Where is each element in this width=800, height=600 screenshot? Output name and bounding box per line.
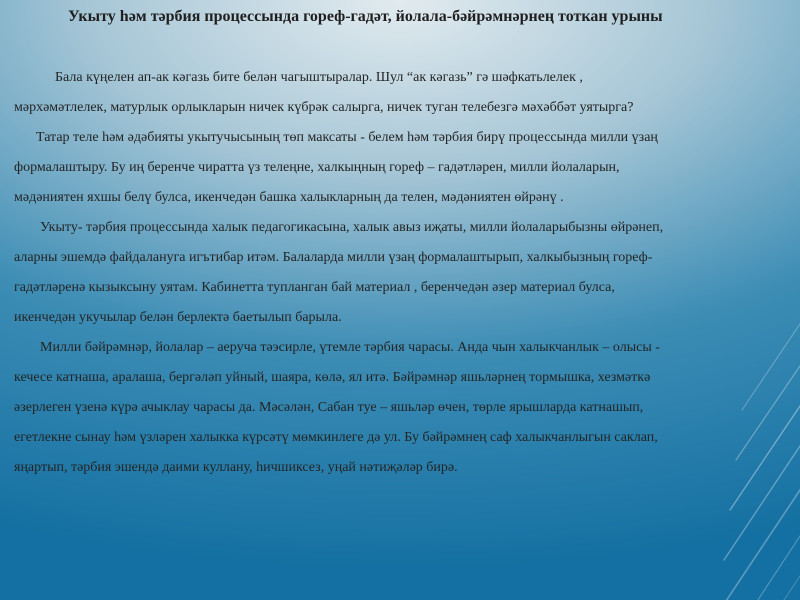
slide-title: Укыту һәм тәрбия процессында гореф-гадәт, йолала-бәйрәмнәрнең тоткан урыны [68, 8, 663, 25]
text-line: аларны эшемдә файдалануга игътибар итәм. Балаларда милли үзаң формалаштырып, халкыбызның гореф- [14, 250, 653, 265]
text-line: гадәтләренә кызыксыну уятам. Кабинетта тупланган бай материал , беренчедән әзер материал булса, [14, 280, 615, 295]
paragraph-2 [14, 123, 788, 213]
paragraph-4 [14, 333, 788, 483]
text-line: кечесе катнаша, аралаша, бергәләп уйный, шаяра, көлә, ял итә. Бәйрәмнәр яшьләрнең тормышка, хезмәткә [14, 370, 651, 385]
paragraph-3 [14, 213, 788, 333]
slide-body [14, 63, 788, 483]
text-line: мәрхәмәтлелек, матурлык орлыкларын ничек күбрәк салырга, ничек туган телебезгә мәхәббәт уятырга? [14, 100, 634, 115]
text-line: формалаштыру. Бу иң беренче чиратта үз телеңне, халкыңның гореф – гадәтләрен, милли йолаларын, [14, 160, 620, 175]
text-line: Милли бәйрәмнәр, йолалар – аеруча тәэсирле, үтемле тәрбия чарасы. Анда чын халыкчанлык – олысы - [40, 340, 660, 355]
text-line: әзерлеген үзенә күрә ачыклау чарасы да. Мәсәлән, Сабан туе – яшьләр өчен, төрле ярышларда катнашып, [14, 400, 644, 415]
text-line: икенчедән укучылар белән берлектә баетылып барыла. [14, 310, 342, 325]
text-line: Укыту- тәрбия процессында халык педагогикасына, халык авыз иҗаты, милли йолаларыбызны өйрәнеп, [40, 220, 664, 235]
text-line: мәдәниятен яхшы белү булса, икенчедән башка халыкларның да телен, мәдәниятен өйрәнү . [14, 190, 564, 205]
text-line: егетлекне сынау һәм үзләрен халыкка күрсәтү мөмкинлеге дә ул. Бу бәйрәмнең саф халыкчанлыгын саклап, [14, 430, 658, 445]
text-line: Бала күңелен ап-ак кәгазь бите белән чагыштыралар. Шул “ак кәгазь” гә шәфкатьлелек , [55, 70, 583, 85]
paragraph-1 [14, 63, 788, 123]
text-line: яңартып, тәрбия эшендә даими куллану, һичшиксез, уңай нәтиҗәләр бирә. [14, 460, 458, 475]
text-line: Татар теле һәм әдәбияты укытучысының төп максаты - белем һәм тәрбия бирү процессында милли үзаң [36, 130, 658, 145]
